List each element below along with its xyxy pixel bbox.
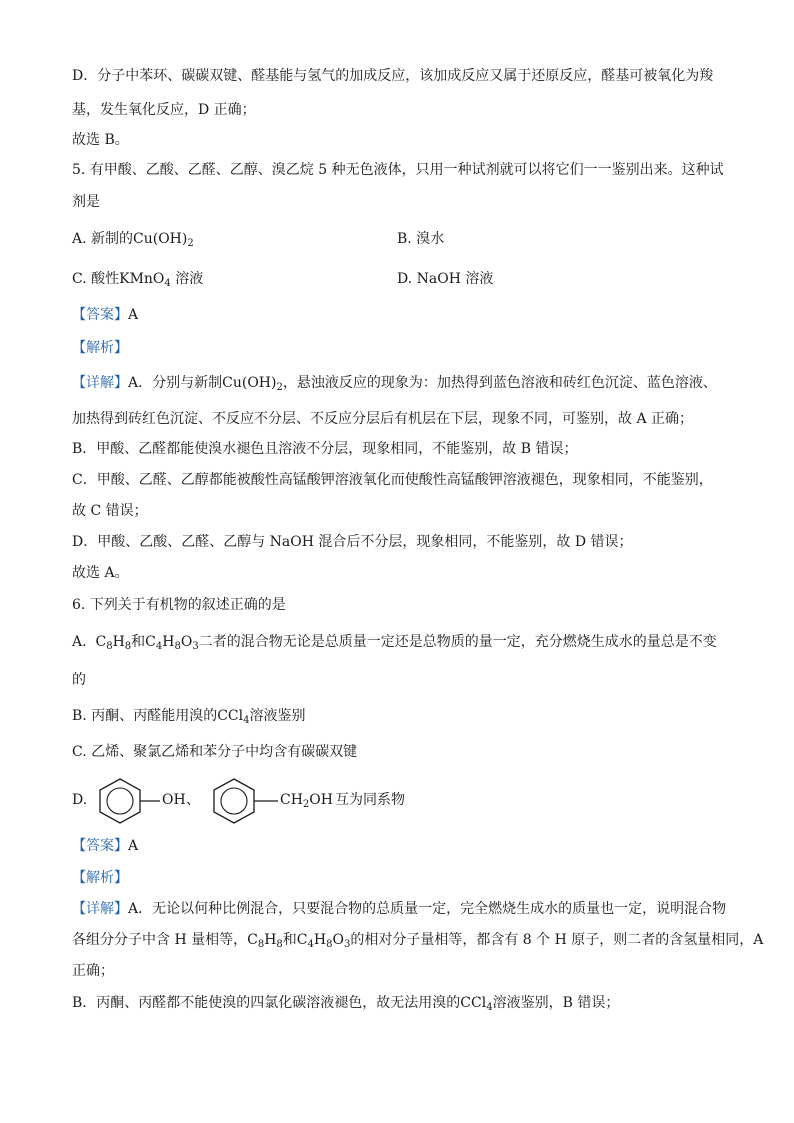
q5-option-d: D. NaOH 溶液: [397, 271, 494, 287]
q5-answer: 【答案】A: [72, 307, 139, 323]
q6-stem: 6. 下列关于有机物的叙述正确的是: [72, 597, 286, 613]
q5-option-b: B. 溴水: [397, 231, 445, 247]
q5-detail-c-line1: C．甲酸、乙醛、乙醇都能被酸性高锰酸钾溶液氧化而使酸性高锰酸钾溶液褪色，现象相同，不能鉴别，: [72, 472, 713, 488]
q5-option-a: A. 新制的$Cu(OH)_2$: [72, 231, 194, 249]
q6-detail-a-line1: 【详解】A．无论以何种比例混合，只要混合物的总质量一定，完全燃烧生成水的质量也一定，说明混合物: [72, 901, 727, 917]
q6-answer: 【答案】A: [72, 838, 139, 854]
q6-detail-b: B．丙酮、丙醛都不能使溴的四氯化碳溶液褪色，故无法用溴的CCl$_4$溶液鉴别，B 错误；: [72, 995, 620, 1013]
q5-option-c: C. 酸性KMnO$_4$ 溶液: [72, 271, 204, 289]
prev-d-line2: 基，发生氧化反应，D 正确；: [72, 102, 256, 118]
prev-d-line1: D．分子中苯环、碳碳双键、醛基能与氢气的加成反应，该加成反应又属于还原反应，醛基可被氧化为羧: [72, 68, 714, 84]
prev-conclusion: 故选 B。: [72, 132, 129, 148]
option-d-separator: 、: [186, 792, 200, 808]
q6-option-a-line2: 的: [72, 672, 86, 688]
q5-detail-a-line2: 加热得到砖红色沉淀、不反应不分层、不反应分层后有机层在下层，现象不同，可鉴别，故 A 正确；: [72, 411, 694, 427]
q6-option-a-line1: A. $C_8H_8$和$C_4H_8O_3$二者的混合物无论是总质量一定还是总物质的量一定，充分燃烧生成水的量总是不变: [72, 634, 717, 652]
q6-detail-a-line2: 各组分分子中含 H 量相等，$C_8H_8$和$C_4H_8O_3$的相对分子量相等，都含有 8 个 H 原子，则二者的含氢量相同，A: [72, 932, 764, 950]
q5-stem-line1: 5. 有甲酸、乙酸、乙醛、乙醇、溴乙烷 5 种无色液体，只用一种试剂就可以将它们一一鉴别出来。这种试: [72, 162, 724, 178]
q6-detail-a-line3: 正确；: [72, 963, 114, 979]
q6-option-c: C. 乙烯、聚氯乙烯和苯分子中均含有碳碳双键: [72, 744, 358, 760]
phenol-structure-icon: [94, 776, 164, 824]
q5-analysis-tag: 【解析】: [72, 340, 128, 356]
q6-option-d-label: D.: [72, 792, 88, 808]
q5-detail-c-line2: 故 C 错误；: [72, 503, 148, 519]
q6-option-d-text: 互为同系物: [335, 792, 405, 808]
benzyl-ch2oh-label: $CH_2OH$: [280, 792, 333, 810]
q5-stem-line2: 剂是: [72, 194, 100, 210]
q5-conclusion: 故选 A。: [72, 565, 129, 581]
q5-detail-b: B．甲酸、乙醛都能使溴水褪色且溶液不分层，现象相同，不能鉴别，故 B 错误；: [72, 441, 578, 457]
q5-detail-d: D．甲酸、乙酸、乙醛、乙醇与 NaOH 混合后不分层，现象相同，不能鉴别，故 D 错误；: [72, 534, 633, 550]
benzyl-alcohol-structure-icon: [208, 776, 280, 824]
phenol-oh-label: OH: [162, 792, 186, 808]
q6-analysis-tag: 【解析】: [72, 870, 128, 886]
q5-detail-a-line1: 【详解】A．分别与新制$Cu(OH)_2$，悬浊液反应的现象为：加热得到蓝色溶液和砖红色沉淀、蓝色溶液、: [72, 375, 717, 393]
q6-option-b: B. 丙酮、丙醛能用溴的CCl$_4$溶液鉴别: [72, 708, 306, 726]
